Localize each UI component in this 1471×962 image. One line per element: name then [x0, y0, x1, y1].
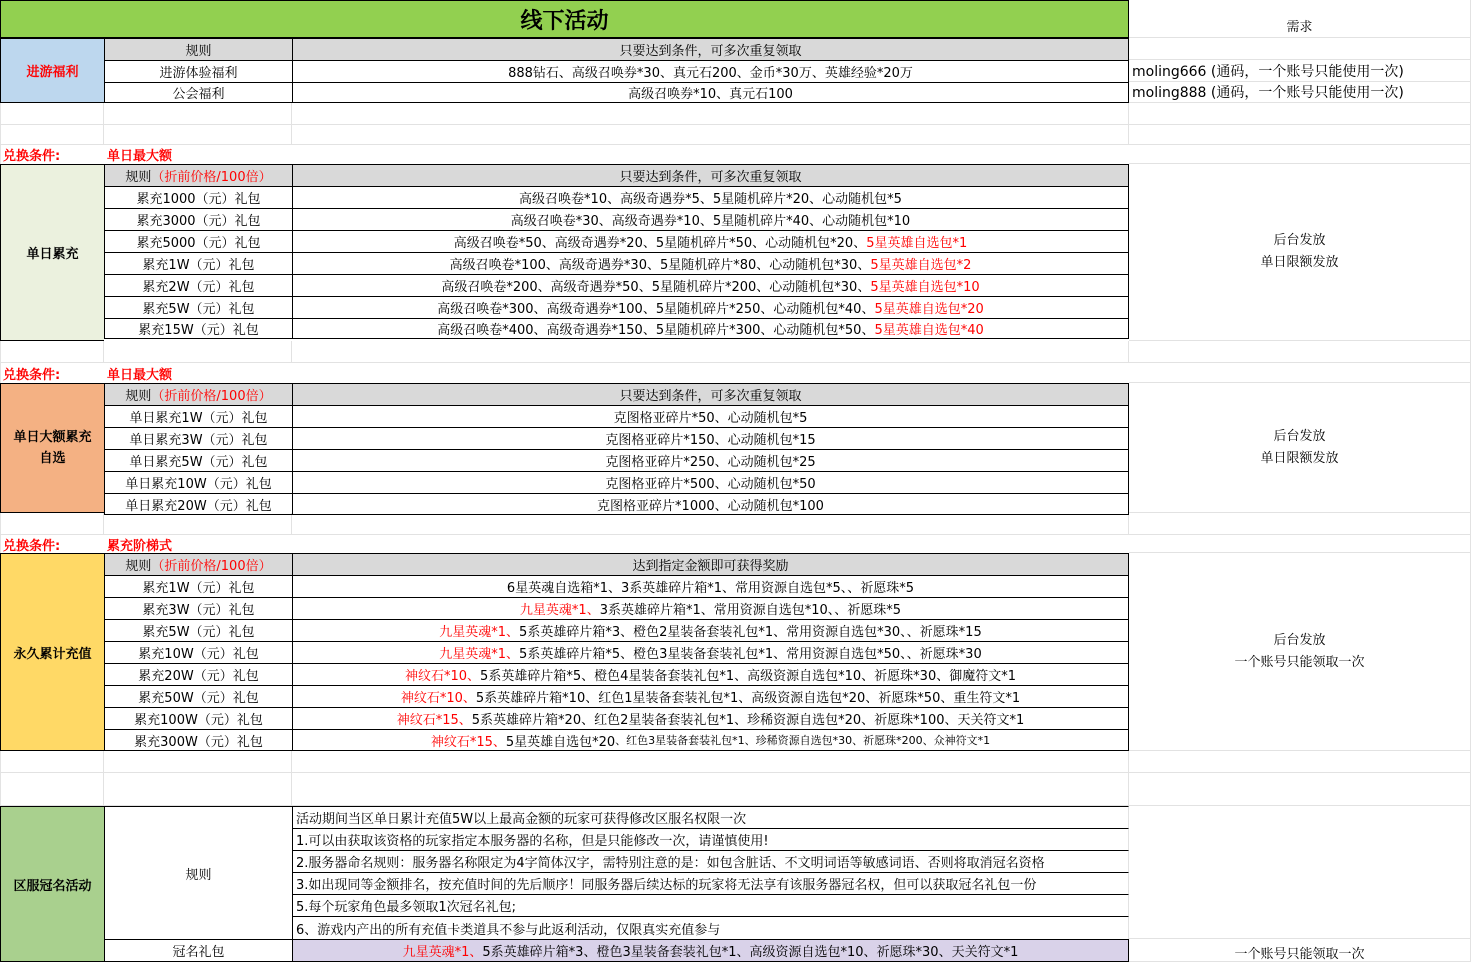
daily-row-reward: [292, 230, 1129, 252]
empty-cell: [1129, 535, 1471, 553]
reward-text: 5系英雄碎片箱*5、橙色3星装备套装礼包*1、常用资源自选包*50、、祈愿珠*30: [519, 647, 982, 662]
daily-row-name: 累充5000（元）礼包: [104, 230, 292, 252]
empty-cell: [104, 125, 292, 145]
big-row-reward: 克图格亚碎片*250、心动随机包*25: [292, 449, 1129, 471]
perm-header-note: 达到指定金额即可获得奖励: [292, 553, 1129, 575]
note-line: 单日限额发放: [1260, 255, 1339, 270]
empty-cell: [104, 751, 292, 773]
note-line: 单日限额发放: [1260, 450, 1339, 466]
crown-rule-line: 5.每个玩家角色最多领取1次冠名礼包;: [292, 894, 1129, 916]
welfare-row-name: 进游体验福利: [104, 60, 292, 82]
cond-value: 单日最大额: [107, 149, 173, 164]
daily-row-reward: [292, 208, 1129, 230]
empty-cell: [1129, 773, 1471, 806]
welfare-label: 进游福利: [0, 38, 104, 103]
crown-rule-line: 活动期间当区单日累计充值5W以上最高金额的玩家可获得修改区服名权限一次: [292, 806, 1129, 828]
empty-cell: [1129, 513, 1471, 535]
reward-red: 5星英雄自选包*1: [866, 236, 968, 251]
reward-red: 神纹石*10、: [400, 691, 476, 706]
perm-row-name: 累充100W（元）礼包: [104, 707, 292, 729]
rule-red: （折前价格/100倍）: [151, 389, 272, 404]
big-label: [0, 383, 104, 513]
rule-header: [104, 553, 292, 575]
daily-row-reward: [292, 318, 1129, 339]
reward-text: 高级召唤卷*50、高级奇遇券*20、5星随机碎片*50、心动随机包*20、: [453, 236, 867, 251]
daily-row-reward: [292, 274, 1129, 296]
perm-row-reward: [292, 663, 1129, 685]
perm-row-name: 累充5W（元）礼包: [104, 619, 292, 641]
demand-header: 需求: [1129, 0, 1471, 38]
reward-text: 高级召唤卷*400、高级奇遇券*150、5星随机碎片*300、心动随机包*50、: [437, 323, 875, 338]
empty-cell: [104, 773, 292, 806]
perm-row-reward: [292, 619, 1129, 641]
empty-cell: [292, 341, 1129, 363]
reward-red: 九星英魂*1、: [439, 625, 520, 640]
big-row-reward: 克图格亚碎片*1000、心动随机包*100: [292, 493, 1129, 515]
perm-row-name: 累充10W（元）礼包: [104, 641, 292, 663]
reward-text: 5系英雄碎片箱*10、红色1星装备套装礼包*1、高级资源自选包*20、祈愿珠*50、重生符文*1: [475, 691, 1021, 706]
crown-rule-line: 1.可以由获取该资格的玩家指定本服务器的名称，但是只能修改一次，请谨慎使用!: [292, 828, 1129, 850]
reward-text: 高级召唤卷*300、高级奇遇券*100、5星随机碎片*250、心动随机包*40、: [437, 302, 875, 317]
daily-label: 单日累充: [0, 164, 104, 341]
rule-prefix: 规则: [125, 389, 152, 404]
crown-rule-line: 2.服务器命名规则：服务器名称限定为4字简体汉字，需特别注意的是：如包含脏话、不文明词语等敏感词语、否则将取消冠名资格: [292, 850, 1129, 872]
empty-cell: [1129, 125, 1471, 145]
reward-text: 高级召唤卷*100、高级奇遇券*30、5星随机碎片*80、心动随机包*30、: [449, 258, 871, 273]
repeat-note: 只要达到条件，可多次重复领取: [292, 383, 1129, 405]
gift-red: 九星英魂*1、: [402, 945, 483, 960]
empty-cell: [0, 103, 104, 125]
crown-gift-label: 冠名礼包: [104, 939, 292, 962]
reward-red: 九星英魂*1、: [439, 647, 520, 662]
perm-row-reward: [292, 707, 1129, 729]
perm-row-reward: [292, 641, 1129, 663]
reward-text: 高级召唤卷*200、高级奇遇券*50、5星随机碎片*200、心动随机包*30、: [441, 280, 871, 295]
empty-cell: [104, 103, 292, 125]
empty-cell: [104, 513, 292, 535]
reward-text: 高级召唤卷*30、高级奇遇券*10、5星随机碎片*40、心动随机包*10: [510, 214, 911, 229]
crown-rule-label: 规则: [104, 806, 292, 939]
daily-row-name: 累充2W（元）礼包: [104, 274, 292, 296]
perm-row-reward: [292, 729, 1129, 751]
big-note: [1129, 383, 1471, 513]
perm-row-name: 累充20W（元）礼包: [104, 663, 292, 685]
rule-red: （折前价格/100倍）: [151, 559, 272, 574]
empty-cell: [292, 103, 1129, 125]
repeat-note: 只要达到条件，可多次重复领取: [292, 38, 1129, 60]
note-line: 一个账号只能领取一次: [1234, 654, 1365, 670]
rule-header: [104, 164, 292, 186]
daily-note: [1129, 164, 1471, 341]
note-line: 后台发放: [1273, 233, 1326, 248]
perm-label: 永久累计充值: [0, 553, 104, 751]
reward-red: 5星英雄自选包*20: [874, 302, 984, 317]
reward-text: 5系英雄碎片箱*5、橙色4星装备套装礼包*1、高级资源自选包*10、祈愿珠*30、御魔符文*1: [480, 669, 1016, 684]
big-row-name: 单日累充3W（元）礼包: [104, 427, 292, 449]
empty-cell: [292, 773, 1129, 806]
rule-header: [104, 383, 292, 405]
label-line: 单日大额累充: [13, 430, 92, 445]
gift-text: 5系英雄碎片箱*3、橙色3星装备套装礼包*1、高级资源自选包*10、祈愿珠*30、天关符文*1: [482, 945, 1019, 960]
rule-red: （折前价格/100倍）: [151, 170, 272, 185]
reward-text: 5系英雄碎片箱*20、红色2星装备套装礼包*1、珍稀资源自选包*20、祈愿珠*100、天关符文*1: [471, 713, 1025, 728]
welfare-row-reward: 888钻石、高级召唤券*30、真元石200、金币*30万、英雄经验*20万: [292, 60, 1129, 82]
reward-small: 、红色3星装备套装礼包*1、珍稀资源自选包*30、祈愿珠*200、众神符文*1: [615, 734, 991, 747]
big-row-name: 单日累充10W（元）礼包: [104, 471, 292, 493]
note-line: 后台发放: [1273, 428, 1326, 444]
rule-header: 规则: [104, 38, 292, 60]
daily-row-name: 累充15W（元）礼包: [104, 318, 292, 339]
welfare-row-name: 公会福利: [104, 82, 292, 103]
page-title: 线下活动: [0, 0, 1129, 38]
big-row-name: 单日累充20W（元）礼包: [104, 493, 292, 515]
big-row-reward: 克图格亚碎片*50、心动随机包*5: [292, 405, 1129, 427]
empty-cell: [292, 125, 1129, 145]
daily-row-reward: [292, 186, 1129, 208]
reward-text: 6星英魂自选箱*1、3系英雄碎片箱*1、常用资源自选包*5、、祈愿珠*5: [506, 581, 915, 596]
reward-text: 3系英雄碎片箱*1、常用资源自选包*10、、祈愿珠*5: [599, 603, 902, 618]
daily-row-name: 累充1000（元）礼包: [104, 186, 292, 208]
crown-rule-line: 6、游戏内产出的所有充值卡类道具不参与此返利活动，仅限真实充值参与: [292, 916, 1129, 939]
empty-cell: [1129, 751, 1471, 773]
empty-cell: [1129, 38, 1471, 60]
empty-cell: [1129, 145, 1471, 164]
empty-cell: [0, 751, 104, 773]
cond-value: 累充阶梯式: [107, 538, 173, 553]
perm-row-name: 累充3W（元）礼包: [104, 597, 292, 619]
daily-row-reward: [292, 252, 1129, 274]
welfare-code: moling666 (通码，一个账号只能使用一次): [1129, 60, 1471, 82]
reward-red: 神纹石*10、: [405, 669, 481, 684]
big-row-reward: 克图格亚碎片*150、心动随机包*15: [292, 427, 1129, 449]
perm-row-reward: [292, 575, 1129, 597]
perm-row-reward: [292, 597, 1129, 619]
welfare-row-reward: 高级召唤券*10、真元石100: [292, 82, 1129, 103]
daily-row-name: 累充3000（元）礼包: [104, 208, 292, 230]
reward-red: 5星英雄自选包*2: [870, 258, 972, 273]
reward-text: 5星英雄自选包*20: [505, 734, 616, 750]
empty-cell: [1129, 363, 1471, 383]
big-row-name: 单日累充1W（元）礼包: [104, 405, 292, 427]
empty-cell: [1129, 806, 1471, 939]
welfare-code: moling888 (通码，一个账号只能使用一次): [1129, 82, 1471, 103]
perm-row-reward: [292, 685, 1129, 707]
crown-gift-note: 一个账号只能领取一次: [1129, 939, 1471, 962]
reward-red: 神纹石*15、: [396, 713, 472, 728]
perm-row-name: 累充1W（元）礼包: [104, 575, 292, 597]
big-row-reward: 克图格亚碎片*500、心动随机包*50: [292, 471, 1129, 493]
cond-label: 兑换条件:: [3, 538, 61, 553]
cond-value: 单日最大额: [107, 367, 173, 383]
empty-cell: [0, 773, 104, 806]
perm-row-name: 累充50W（元）礼包: [104, 685, 292, 707]
rule-prefix: 规则: [125, 170, 152, 185]
reward-text: 5系英雄碎片箱*3、橙色2星装备套装礼包*1、常用资源自选包*30、、祈愿珠*15: [519, 625, 982, 640]
crown-label: 区服冠名活动: [0, 806, 104, 962]
crown-rule-line: 3.如出现同等金额排名，按充值时间的先后顺序！同服务器后续达标的玩家将无法享有该服务器冠名权，但可以获取冠名礼包一份: [292, 872, 1129, 894]
rule-prefix: 规则: [125, 559, 152, 574]
daily-row-name: 累充5W（元）礼包: [104, 296, 292, 318]
perm-row-name: 累充300W（元）礼包: [104, 729, 292, 751]
reward-red: 九星英魂*1、: [519, 603, 600, 618]
cond-label: 兑换条件:: [3, 367, 61, 383]
empty-cell: [292, 513, 1129, 535]
big-row-name: 单日累充5W（元）礼包: [104, 449, 292, 471]
empty-cell: [0, 513, 104, 535]
empty-cell: [104, 341, 292, 363]
empty-cell: [0, 341, 104, 363]
empty-cell: [292, 751, 1129, 773]
empty-cell: [0, 125, 104, 145]
reward-text: 高级召唤卷*10、高级奇遇券*5、5星随机碎片*20、心动随机包*5: [519, 192, 902, 207]
cond-label: 兑换条件:: [3, 149, 61, 164]
label-line: 自选: [39, 451, 66, 466]
note-line: 后台发放: [1273, 632, 1326, 648]
reward-red: 神纹石*15、: [430, 734, 506, 750]
daily-row-name: 累充1W（元）礼包: [104, 252, 292, 274]
perm-note: [1129, 553, 1471, 751]
repeat-note: 只要达到条件，可多次重复领取: [292, 164, 1129, 186]
reward-red: 5星英雄自选包*40: [874, 323, 984, 338]
crown-gift-reward: [292, 939, 1129, 962]
reward-red: 5星英雄自选包*10: [870, 280, 980, 295]
empty-cell: [1129, 341, 1471, 363]
empty-cell: [1129, 103, 1471, 125]
daily-row-reward: [292, 296, 1129, 318]
